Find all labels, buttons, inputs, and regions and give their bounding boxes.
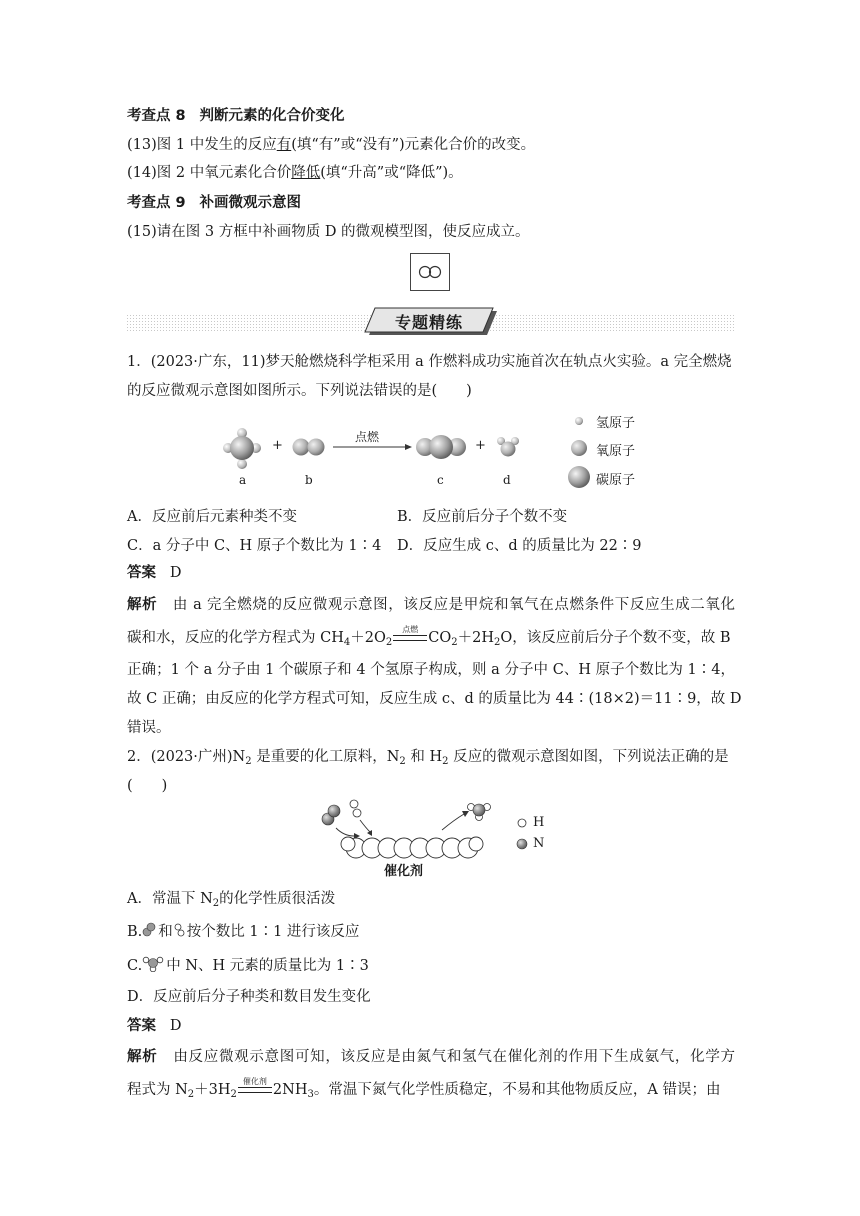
banner-title: 专题精练 xyxy=(394,313,463,332)
p2-exp-text-2a: 程式为 N xyxy=(127,1082,188,1098)
p1-figure xyxy=(200,408,660,493)
p2-exp-condition: 催化剂 xyxy=(242,1077,267,1086)
legend-oxygen-label: 氧原子 xyxy=(596,444,636,459)
catalyst-label: 催化剂 xyxy=(384,864,424,879)
methane-molecule xyxy=(223,428,261,469)
nitrogen-molecule xyxy=(322,805,340,825)
kp8-heading xyxy=(127,106,344,126)
p2-option-b-prefix: B. xyxy=(127,924,143,940)
legend-oxygen-icon xyxy=(571,440,587,456)
p1-exp-text-2b: ，该反应前后分子个数不变，故 B xyxy=(512,630,731,646)
p1-plus-1: + xyxy=(272,438,283,453)
p1-explanation-3: 正确；1 个 a 分子由 1 个碳原子和 4 个氢原子构成，则 a 分子中 C、H 原子个数比为 1∶4， xyxy=(127,662,735,678)
p1-explanation-4: 故 C 正确；由反应的化学方程式可知，反应生成 c、d 的质量比为 44∶(18×2)＝11∶9，故 D xyxy=(127,691,742,707)
hydrogen-molecule xyxy=(350,800,361,817)
p1-label-a: a xyxy=(239,473,247,487)
ammonia-molecule-icon xyxy=(142,956,166,972)
p2-option-a-text: A．常温下 N xyxy=(127,891,213,907)
p2-option-b xyxy=(127,922,359,942)
legend-hydrogen-label: 氢原子 xyxy=(596,416,636,431)
p1-label-b: b xyxy=(305,473,313,487)
p2-exp-text-1: 由反应微观示意图可知，该反应是由氮气和氢气在催化剂的作用下生成氨气，化学方 xyxy=(173,1049,736,1065)
p2-answer-label: 答案 xyxy=(127,1018,156,1034)
p2-stem-1a: 2．(2023·广州)N xyxy=(127,749,246,765)
p2-stem-1b: 是重要的化工原料，N xyxy=(251,749,400,765)
carbon-dioxide-molecule xyxy=(416,435,466,459)
p2-exp-text-2b: 。常温下氮气化学性质稳定，不易和其他物质反应，A 错误；由 xyxy=(313,1082,721,1098)
p2-stem-1: 2．(2023·广州)$N_2$ 是重要的化工原料，$N_2$ 和 $H_2$ 反应的微观示意图如图，下列说法正确的是 xyxy=(127,749,729,767)
p1-answer xyxy=(127,563,181,583)
q13-answer: 有 xyxy=(276,137,292,153)
p2-stem-1d: 反应的微观示意图如图，下列说法正确的是 xyxy=(448,749,729,765)
q15: (15)请在图 3 方框中补画物质 D 的微观模型图，使反应成立。 xyxy=(127,224,530,240)
legend-n-icon xyxy=(517,839,527,849)
p2-option-c xyxy=(127,956,369,976)
oxygen-molecule xyxy=(293,439,325,456)
section-banner xyxy=(127,306,735,340)
p1-options-row-1 xyxy=(127,505,568,526)
kp9-title: 补画微观示意图 xyxy=(199,195,301,211)
legend-carbon-icon xyxy=(568,466,590,488)
p1-option-d: D．反应生成 c、d 的质量比为 22∶9 xyxy=(397,538,642,554)
p2-option-c-prefix: C. xyxy=(127,958,143,974)
kp9-heading xyxy=(127,193,301,213)
p1-options-row-2 xyxy=(127,534,642,555)
p2-figure xyxy=(314,798,554,878)
p1-option-a: A．反应前后元素种类不变 xyxy=(127,509,297,525)
p2-option-a-text-2: 的化学性质很活泼 xyxy=(219,891,336,907)
legend-n-label: N xyxy=(533,836,545,851)
p2-stem-2: ( ) xyxy=(127,778,168,794)
p2-explanation-2: 程式为 $N_2+3H_2$ 催化剂 $2NH_3$。常温下氮气化学性质稳定，不易和其他物质反应，A 错误；由 xyxy=(127,1080,720,1100)
p2-exp-label: 解析 xyxy=(127,1049,158,1065)
p1-exp-text-1: 由 a 完全燃烧的反应微观示意图，该反应是甲烷和氧气在点燃条件下反应生成二氧化 xyxy=(172,597,736,613)
nitrogen-molecule-icon xyxy=(142,922,158,938)
p2-answer xyxy=(127,1016,181,1036)
p1-reaction-diagram xyxy=(200,408,660,493)
p1-exp-label: 解析 xyxy=(127,597,158,613)
catalyst-surface xyxy=(341,837,483,858)
p2-catalyst-diagram xyxy=(314,798,554,878)
p2-option-d: D．反应前后分子种类和数目发生变化 xyxy=(127,989,371,1005)
legend-h-label: H xyxy=(533,815,545,830)
p2-explanation-1 xyxy=(127,1047,735,1067)
p2-option-b-and: 和 xyxy=(158,924,173,940)
p1-stem-1: 1．(2023·广东，11)梦天舱燃烧科学柜采用 a 作燃料成功实施首次在轨点火实验。a 完全燃烧 xyxy=(127,354,732,370)
ammonia-molecule xyxy=(468,804,491,821)
q13 xyxy=(127,135,535,155)
p1-answer-value: D xyxy=(169,565,182,581)
q14 xyxy=(127,163,463,183)
equation-condition-sign-2 xyxy=(238,1077,272,1096)
p1-condition: 点燃 xyxy=(355,430,380,444)
p2-option-c-text: 中 N、H 元素的质量比为 1∶3 xyxy=(166,958,369,974)
legend-h-icon xyxy=(518,819,526,827)
p1-explanation-5: 错误。 xyxy=(127,720,171,736)
p1-exp-condition: 点燃 xyxy=(402,625,419,634)
q14-post: (填“升高”或“降低”)。 xyxy=(320,165,463,181)
p2-option-b-text: 按个数比 1∶1 进行该反应 xyxy=(186,924,360,940)
q13-post: (填“有”或“没有”)元素化合价的改变。 xyxy=(291,137,536,153)
q14-answer: 降低 xyxy=(291,165,321,181)
p1-answer-label: 答案 xyxy=(127,565,156,581)
kp8-title: 判断元素的化合价变化 xyxy=(199,108,345,124)
legend-carbon-label: 碳原子 xyxy=(596,473,636,488)
p1-label-c: c xyxy=(437,473,444,487)
water-molecule xyxy=(497,437,519,457)
q13-pre: (13)图 1 中发生的反应 xyxy=(127,137,277,153)
legend-hydrogen-icon xyxy=(575,417,583,425)
p1-option-b: B．反应前后分子个数不变 xyxy=(397,509,568,525)
p1-stem-2: 的反应微观示意图如图所示。下列说法错误的是( ) xyxy=(127,383,472,399)
p1-label-d: d xyxy=(503,473,511,487)
equation-condition-sign xyxy=(393,625,427,644)
p1-exp-text-2a: 碳和水，反应的化学方程式为 CH xyxy=(127,630,344,646)
kp9-label: 考查点 9 xyxy=(127,195,186,211)
o2-molecule-drawing xyxy=(411,254,449,290)
molecule-d-box xyxy=(410,253,450,291)
p1-explanation-1 xyxy=(127,595,735,615)
q14-pre: (14)图 2 中氧元素化合价 xyxy=(127,165,292,181)
p2-stem-1c: 和 H xyxy=(405,749,443,765)
p1-plus-2: + xyxy=(475,438,486,453)
p2-answer-value: D xyxy=(169,1018,182,1034)
hydrogen-molecule-icon xyxy=(173,922,187,938)
p1-option-c: C．a 分子中 C、H 原子个数比为 1∶4 xyxy=(127,538,382,554)
kp8-label: 考查点 8 xyxy=(127,108,186,124)
p1-explanation-2: 碳和水，反应的化学方程式为 $CH_4+2O_2$ 点燃 $CO_2+2H_2O$，该反应前后分子个数不变，故 B xyxy=(127,628,731,648)
p2-option-a: A．常温下 $N_2$的化学性质很活泼 xyxy=(127,891,336,909)
